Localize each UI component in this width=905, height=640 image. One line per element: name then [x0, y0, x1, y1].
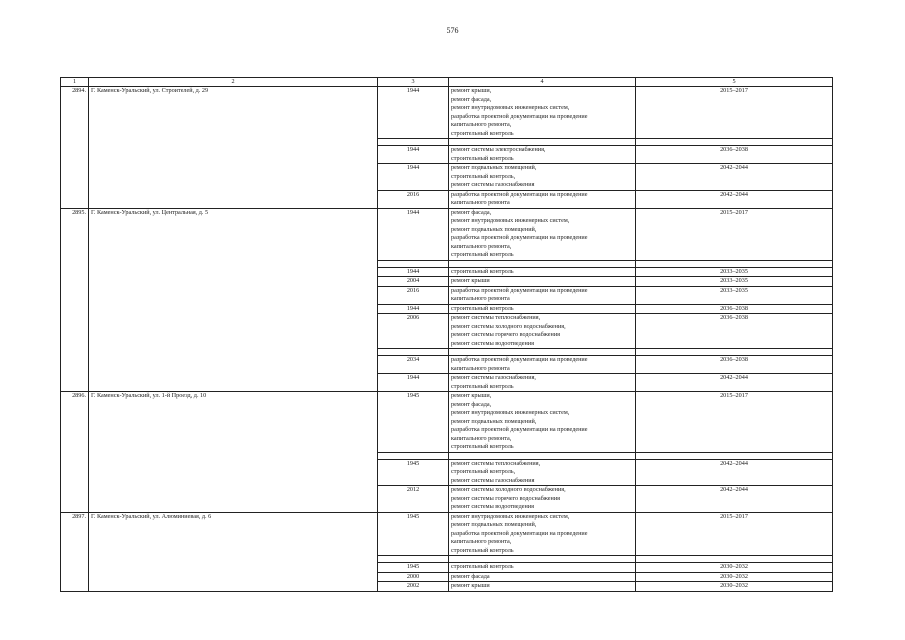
- construction-year: 1945: [378, 563, 449, 573]
- repair-period: 2015–2017: [636, 392, 833, 453]
- work-item: разработка проектной документации на проведение: [451, 190, 588, 198]
- construction-year: 1944: [378, 374, 449, 392]
- work-item: капитального ремонта: [451, 364, 510, 372]
- column-header: 1: [61, 78, 89, 87]
- repair-period: 2015–2017: [636, 87, 833, 139]
- work-item: разработка проектной документации на проведение: [451, 529, 588, 537]
- work-item: ремонт системы водоотведения: [451, 503, 534, 510]
- construction-year: 2012: [378, 486, 449, 513]
- building-address: Г. Каменск-Уральский, ул. Строителей, д. 29: [89, 87, 378, 209]
- repair-period: 2033–2035: [636, 267, 833, 277]
- spacer-cell: [636, 556, 833, 563]
- repair-period: 2036–2038: [636, 146, 833, 164]
- page-number: 576: [446, 26, 459, 35]
- works-list: [449, 164, 636, 191]
- work-item: ремонт системы горячего водоснабжения: [451, 331, 560, 338]
- construction-year: 1944: [378, 87, 449, 139]
- works-list: [449, 267, 636, 277]
- work-item: капитального ремонта,: [451, 121, 512, 128]
- work-item: ремонт системы холодного водоснабжения,: [451, 486, 566, 493]
- works-list: [449, 374, 636, 392]
- work-item: строительный контроль: [451, 154, 514, 162]
- repair-period: 2033–2035: [636, 277, 833, 287]
- spacer-cell: [636, 139, 833, 146]
- construction-year: 1945: [378, 459, 449, 486]
- repair-period: 2036–2038: [636, 314, 833, 349]
- spacer-cell: [636, 349, 833, 356]
- building-number: 2897.: [61, 512, 89, 591]
- table-row: [61, 87, 833, 139]
- work-item: ремонт фасада: [451, 572, 490, 580]
- spacer-cell: [449, 452, 636, 459]
- works-list: [449, 356, 636, 374]
- work-item: ремонт системы горячего водоснабжения: [451, 494, 560, 502]
- works-list: [449, 146, 636, 164]
- work-item: ремонт системы электроснабжения,: [451, 146, 546, 153]
- work-item: капитального ремонта,: [451, 242, 512, 250]
- repair-period: 2042–2044: [636, 190, 833, 208]
- building-number: 2895.: [61, 208, 89, 392]
- work-item: строительный контроль,: [451, 468, 516, 475]
- repair-period: 2042–2044: [636, 374, 833, 392]
- work-item: капитального ремонта,: [451, 538, 512, 545]
- works-list: [449, 314, 636, 349]
- column-header: 3: [378, 78, 449, 87]
- construction-year: 2000: [378, 572, 449, 582]
- works-list: [449, 392, 636, 453]
- work-item: ремонт подвальных помещений,: [451, 417, 537, 425]
- work-item: ремонт фасада,: [451, 95, 492, 103]
- repair-period: 2036–2038: [636, 304, 833, 314]
- repair-period: 2033–2035: [636, 286, 833, 304]
- work-item: разработка проектной документации на проведение: [451, 234, 588, 241]
- spacer-cell: [378, 556, 449, 563]
- works-list: [449, 304, 636, 314]
- work-item: строительный контроль: [451, 267, 514, 275]
- construction-year: 1944: [378, 146, 449, 164]
- work-item: строительный контроль: [451, 382, 514, 390]
- construction-year: 1944: [378, 304, 449, 314]
- work-item: разработка проектной документации на проведение: [451, 356, 588, 363]
- work-item: ремонт системы водоотведения: [451, 339, 534, 347]
- work-item: ремонт подвальных помещений,: [451, 225, 537, 233]
- construction-year: 2006: [378, 314, 449, 349]
- work-item: строительный контроль: [451, 251, 514, 258]
- construction-year: 2034: [378, 356, 449, 374]
- construction-year: 2002: [378, 582, 449, 592]
- works-list: [449, 582, 636, 592]
- work-item: ремонт подвальных помещений,: [451, 521, 537, 528]
- work-item: ремонт внутридомовых инженерных систем,: [451, 217, 570, 224]
- works-list: [449, 563, 636, 573]
- repair-period: 2042–2044: [636, 486, 833, 513]
- work-item: разработка проектной документации на проведение: [451, 112, 588, 120]
- repair-period: 2042–2044: [636, 164, 833, 191]
- building-number: 2896.: [61, 392, 89, 513]
- column-header: 2: [89, 78, 378, 87]
- work-item: строительный контроль: [451, 443, 514, 450]
- work-item: разработка проектной документации на проведение: [451, 286, 588, 294]
- work-item: ремонт системы газоснабжения: [451, 476, 535, 484]
- construction-year: 1944: [378, 164, 449, 191]
- works-list: [449, 277, 636, 287]
- work-item: капитального ремонта: [451, 295, 510, 302]
- repair-period: 2036–2038: [636, 356, 833, 374]
- repair-period: 2042–2044: [636, 459, 833, 486]
- work-item: ремонт системы теплоснабжения,: [451, 459, 541, 467]
- work-item: ремонт системы холодного водоснабжения,: [451, 322, 566, 330]
- repair-period: 2030–2032: [636, 572, 833, 582]
- construction-year: 1945: [378, 392, 449, 453]
- construction-year: 1944: [378, 208, 449, 260]
- building-address: Г. Каменск-Уральский, ул. 1-й Проезд, д. 10: [89, 392, 378, 513]
- table-row: [61, 512, 833, 556]
- construction-year: 1944: [378, 267, 449, 277]
- work-item: ремонт крыши,: [451, 87, 492, 94]
- works-list: [449, 512, 636, 556]
- work-item: строительный контроль: [451, 304, 514, 312]
- spacer-cell: [378, 260, 449, 267]
- spacer-cell: [378, 349, 449, 356]
- work-item: капитального ремонта: [451, 199, 510, 206]
- spacer-cell: [378, 452, 449, 459]
- works-list: [449, 190, 636, 208]
- building-address: Г. Каменск-Уральский, ул. Центральная, д. 5: [89, 208, 378, 392]
- construction-year: 2016: [378, 190, 449, 208]
- column-header: 5: [636, 78, 833, 87]
- repair-period: 2015–2017: [636, 208, 833, 260]
- work-item: ремонт внутридомовых инженерных систем,: [451, 512, 570, 520]
- work-item: ремонт внутридомовых инженерных систем,: [451, 104, 570, 111]
- building-address: Г. Каменск-Уральский, ул. Алюминиевая, д. 6: [89, 512, 378, 591]
- work-item: ремонт системы газоснабжения,: [451, 374, 536, 381]
- building-number: 2894.: [61, 87, 89, 209]
- table-header-row: [61, 78, 833, 87]
- spacer-cell: [449, 349, 636, 356]
- work-item: ремонт фасада,: [451, 208, 492, 216]
- work-item: ремонт крыши: [451, 277, 490, 284]
- table-row: [61, 208, 833, 260]
- repair-schedule-table: [60, 77, 833, 592]
- works-list: [449, 286, 636, 304]
- spacer-cell: [449, 139, 636, 146]
- work-item: ремонт внутридомовых инженерных систем,: [451, 409, 570, 416]
- spacer-cell: [449, 260, 636, 267]
- works-list: [449, 459, 636, 486]
- spacer-cell: [449, 556, 636, 563]
- works-list: [449, 208, 636, 260]
- works-list: [449, 486, 636, 513]
- construction-year: 2016: [378, 286, 449, 304]
- work-item: ремонт системы газоснабжения: [451, 181, 535, 188]
- spacer-cell: [378, 139, 449, 146]
- work-item: ремонт крыши: [451, 582, 490, 589]
- work-item: строительный контроль,: [451, 172, 516, 180]
- construction-year: 2004: [378, 277, 449, 287]
- spacer-cell: [636, 260, 833, 267]
- works-list: [449, 572, 636, 582]
- work-item: ремонт системы теплоснабжения,: [451, 314, 541, 321]
- work-item: строительный контроль: [451, 129, 514, 137]
- construction-year: 1945: [378, 512, 449, 556]
- repair-period: 2015–2017: [636, 512, 833, 556]
- repair-period: 2030–2032: [636, 563, 833, 573]
- column-header: 4: [449, 78, 636, 87]
- repair-period: 2030–2032: [636, 582, 833, 592]
- spacer-cell: [636, 452, 833, 459]
- work-item: ремонт подвальных помещений,: [451, 164, 537, 171]
- table-row: [61, 392, 833, 453]
- work-item: ремонт крыши,: [451, 392, 492, 399]
- works-list: [449, 87, 636, 139]
- work-item: разработка проектной документации на проведение: [451, 426, 588, 433]
- work-item: капитального ремонта,: [451, 434, 512, 442]
- work-item: ремонт фасада,: [451, 400, 492, 408]
- work-item: строительный контроль: [451, 563, 514, 570]
- work-item: строительный контроль: [451, 546, 514, 554]
